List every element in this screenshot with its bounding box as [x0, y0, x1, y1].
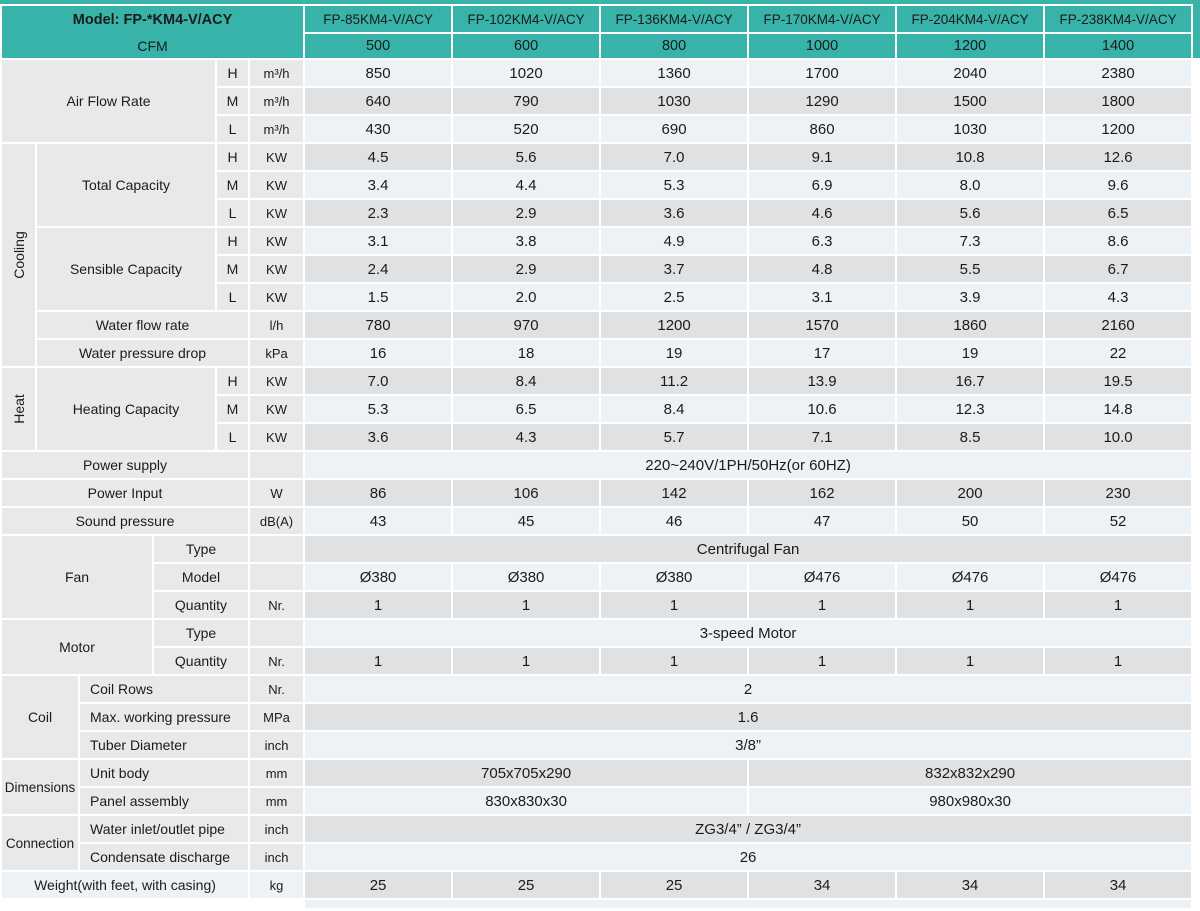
value-cell: 1	[453, 592, 599, 618]
value-cell: 25	[601, 872, 747, 898]
value-cell: 520	[453, 116, 599, 142]
tuber-diameter-value: 3/8”	[305, 732, 1191, 758]
value-cell: Ø476	[897, 564, 1043, 590]
value-cell: Ø476	[749, 564, 895, 590]
value-cell: 34	[897, 872, 1043, 898]
unit-cell: MPa	[250, 704, 303, 730]
motor-type-value: 3-speed Motor	[305, 620, 1191, 646]
row-air-flow-h	[2, 60, 1191, 86]
cfm-value: 1000	[749, 34, 895, 58]
max-working-pressure-value: 1.6	[305, 704, 1191, 730]
unit-cell-empty	[250, 536, 303, 562]
value-cell: 5.3	[305, 396, 451, 422]
value-cell: 17	[749, 340, 895, 366]
value-cell: 8.4	[453, 368, 599, 394]
row-water-flow-rate	[2, 312, 1191, 338]
unit-cell: kPa	[250, 340, 303, 366]
value-cell: 1	[305, 592, 451, 618]
label-heating-capacity: Heating Capacity	[37, 368, 215, 450]
value-cell: 34	[1045, 872, 1191, 898]
label-water-flow-rate: Water flow rate	[37, 312, 248, 338]
value-cell: 1	[601, 592, 747, 618]
column-header-model: FP-136KM4-V/ACY	[601, 6, 747, 32]
label-power-supply: Power supply	[2, 452, 248, 478]
value-cell: 16.7	[897, 368, 1043, 394]
value-cell: 2.4	[305, 256, 451, 282]
value-cell: 690	[601, 116, 747, 142]
unit-cell: inch	[250, 732, 303, 758]
value-cell: 5.5	[897, 256, 1043, 282]
unit-cell: KW	[250, 228, 303, 254]
value-cell: 2.9	[453, 256, 599, 282]
row-fan-quantity	[2, 592, 1191, 618]
value-cell: 2160	[1045, 312, 1191, 338]
value-cell: 3.6	[601, 200, 747, 226]
value-cell: 8.5	[897, 424, 1043, 450]
value-cell: 1360	[601, 60, 747, 86]
cfm-value: 1200	[897, 34, 1043, 58]
row-water-pressure-drop	[2, 340, 1191, 366]
value-cell: 2.9	[453, 200, 599, 226]
speed-label: M	[217, 396, 248, 422]
unit-cell: l/h	[250, 312, 303, 338]
value-cell: 1020	[453, 60, 599, 86]
label-air-flow-rate: Air Flow Rate	[2, 60, 215, 142]
row-max-working-pressure	[2, 704, 1191, 730]
value-cell: 1290	[749, 88, 895, 114]
unit-cell: m³/h	[250, 88, 303, 114]
label-motor-type: Type	[154, 620, 248, 646]
group-coil: Coil	[2, 676, 78, 758]
value-cell: 2380	[1045, 60, 1191, 86]
label-water-inlet-outlet-pipe: Water inlet/outlet pipe	[80, 816, 248, 842]
label-sound-pressure: Sound pressure	[2, 508, 248, 534]
label-tuber-diameter: Tuber Diameter	[80, 732, 248, 758]
panel-assembly-value-large: 980x980x30	[749, 788, 1191, 814]
speed-label: M	[217, 256, 248, 282]
speed-label: M	[217, 88, 248, 114]
value-cell: Ø380	[601, 564, 747, 590]
row-fan-type	[2, 536, 1191, 562]
value-cell: 7.0	[305, 368, 451, 394]
value-cell: 1	[749, 648, 895, 674]
unit-cell: inch	[250, 844, 303, 870]
value-cell: 1	[305, 648, 451, 674]
row-heating-capacity-h	[2, 368, 1191, 394]
fan-type-value: Centrifugal Fan	[305, 536, 1191, 562]
value-cell: 4.9	[601, 228, 747, 254]
value-cell: 970	[453, 312, 599, 338]
label-condensate-discharge: Condensate discharge	[80, 844, 248, 870]
label-coil-rows: Coil Rows	[80, 676, 248, 702]
value-cell: 16	[305, 340, 451, 366]
value-cell: 1030	[897, 116, 1043, 142]
value-cell: 6.7	[1045, 256, 1191, 282]
value-cell: 7.3	[897, 228, 1043, 254]
row-coil-rows	[2, 676, 1191, 702]
row-panel-assembly	[2, 788, 1191, 814]
value-cell: 6.5	[1045, 200, 1191, 226]
speed-label: H	[217, 368, 248, 394]
speed-label: L	[217, 424, 248, 450]
value-cell: 6.5	[453, 396, 599, 422]
value-cell: 5.6	[453, 144, 599, 170]
value-cell: 8.0	[897, 172, 1043, 198]
value-cell: 1	[1045, 648, 1191, 674]
unit-cell: KW	[250, 172, 303, 198]
row-power-input	[2, 480, 1191, 506]
unit-cell: Nr.	[250, 676, 303, 702]
row-water-pipe	[2, 816, 1191, 842]
water-pipe-value: ZG3/4” / ZG3/4”	[305, 816, 1191, 842]
unit-cell-empty	[250, 452, 303, 478]
value-cell: 34	[749, 872, 895, 898]
value-cell: 1.5	[305, 284, 451, 310]
label-fan-type: Type	[154, 536, 248, 562]
speed-label: H	[217, 228, 248, 254]
value-cell: 2.0	[453, 284, 599, 310]
value-cell: 43	[305, 508, 451, 534]
value-cell: 3.8	[453, 228, 599, 254]
power-supply-value: 220~240V/1PH/50Hz(or 60HZ)	[305, 452, 1191, 478]
value-cell: 4.8	[749, 256, 895, 282]
value-cell: 1	[749, 592, 895, 618]
value-cell: 1	[453, 648, 599, 674]
label-panel-assembly: Panel assembly	[80, 788, 248, 814]
value-cell: 12.6	[1045, 144, 1191, 170]
value-cell: 1500	[897, 88, 1043, 114]
unit-cell: KW	[250, 200, 303, 226]
value-cell: 8.4	[601, 396, 747, 422]
value-cell: 1200	[601, 312, 747, 338]
value-cell: 3.1	[305, 228, 451, 254]
unit-cell: mm	[250, 788, 303, 814]
value-cell: 47	[749, 508, 895, 534]
row-tuber-diameter	[2, 732, 1191, 758]
value-cell: 7.0	[601, 144, 747, 170]
value-cell: 230	[1045, 480, 1191, 506]
value-cell: 850	[305, 60, 451, 86]
row-motor-type	[2, 620, 1191, 646]
unit-body-value-large: 832x832x290	[749, 760, 1191, 786]
value-cell: 1030	[601, 88, 747, 114]
row-weight	[2, 872, 1191, 898]
value-cell: 1	[897, 648, 1043, 674]
column-header-model: FP-102KM4-V/ACY	[453, 6, 599, 32]
unit-cell-empty	[250, 620, 303, 646]
column-header-model: FP-170KM4-V/ACY	[749, 6, 895, 32]
unit-cell: m³/h	[250, 116, 303, 142]
row-motor-quantity	[2, 648, 1191, 674]
value-cell: 4.3	[1045, 284, 1191, 310]
unit-cell: W	[250, 480, 303, 506]
unit-cell: KW	[250, 144, 303, 170]
value-cell: 3.6	[305, 424, 451, 450]
cooling-vertical-label: Cooling	[10, 231, 27, 279]
column-header-model: FP-238KM4-V/ACY	[1045, 6, 1191, 32]
value-cell: 3.1	[749, 284, 895, 310]
value-cell: 10.8	[897, 144, 1043, 170]
unit-cell: KW	[250, 368, 303, 394]
spec-table	[0, 4, 1193, 910]
speed-label: H	[217, 60, 248, 86]
heat-vertical-label: Heat	[10, 394, 27, 424]
value-cell: 9.6	[1045, 172, 1191, 198]
group-connection: Connection	[2, 816, 78, 870]
value-cell: 1	[1045, 592, 1191, 618]
row-total-capacity-h	[2, 144, 1191, 170]
speed-label: L	[217, 284, 248, 310]
label-total-capacity: Total Capacity	[37, 144, 215, 226]
value-cell: 2.5	[601, 284, 747, 310]
value-cell: 4.3	[453, 424, 599, 450]
value-cell: 640	[305, 88, 451, 114]
header-row-models	[2, 6, 1191, 32]
column-header-model: FP-204KM4-V/ACY	[897, 6, 1043, 32]
value-cell: 19	[897, 340, 1043, 366]
value-cell: 6.9	[749, 172, 895, 198]
model-series-label: Model: FP-*KM4-V/ACY	[72, 11, 233, 28]
value-cell: 9.1	[749, 144, 895, 170]
value-cell: 4.6	[749, 200, 895, 226]
unit-cell: kg	[250, 872, 303, 898]
unit-cell: inch	[250, 816, 303, 842]
cfm-label: CFM	[137, 37, 168, 54]
value-cell: 18	[453, 340, 599, 366]
value-cell: 860	[749, 116, 895, 142]
speed-label: L	[217, 116, 248, 142]
value-cell: 7.1	[749, 424, 895, 450]
value-cell: 142	[601, 480, 747, 506]
unit-cell-empty	[250, 564, 303, 590]
value-cell: 200	[897, 480, 1043, 506]
value-cell: 1	[601, 648, 747, 674]
group-heat	[2, 368, 35, 450]
row-bottom-sliver	[2, 900, 1191, 908]
value-cell: 106	[453, 480, 599, 506]
value-cell: 5.6	[897, 200, 1043, 226]
value-cell: 162	[749, 480, 895, 506]
label-weight: Weight(with feet, with casing)	[2, 872, 248, 898]
unit-cell: mm	[250, 760, 303, 786]
cfm-value: 500	[305, 34, 451, 58]
speed-label: M	[217, 172, 248, 198]
coil-rows-value: 2	[305, 676, 1191, 702]
value-cell: 11.2	[601, 368, 747, 394]
group-cooling	[2, 144, 35, 366]
value-cell: 1570	[749, 312, 895, 338]
group-dimensions: Dimensions	[2, 760, 78, 814]
unit-cell: KW	[250, 256, 303, 282]
speed-label: L	[217, 200, 248, 226]
value-cell: 5.7	[601, 424, 747, 450]
value-cell: 4.5	[305, 144, 451, 170]
value-cell: 25	[453, 872, 599, 898]
value-cell: Ø380	[305, 564, 451, 590]
value-cell: 2040	[897, 60, 1043, 86]
value-cell: 3.7	[601, 256, 747, 282]
value-cell: 790	[453, 88, 599, 114]
value-cell: 45	[453, 508, 599, 534]
group-motor: Motor	[2, 620, 152, 674]
cfm-value: 1400	[1045, 34, 1191, 58]
value-cell: 10.0	[1045, 424, 1191, 450]
condensate-discharge-value: 26	[305, 844, 1191, 870]
value-cell: 52	[1045, 508, 1191, 534]
model-header-block	[2, 6, 303, 58]
value-cell: 19	[601, 340, 747, 366]
value-cell: Ø476	[1045, 564, 1191, 590]
value-cell: 46	[601, 508, 747, 534]
label-max-working-pressure: Max. working pressure	[80, 704, 248, 730]
label-motor-quantity: Quantity	[154, 648, 248, 674]
value-cell: 8.6	[1045, 228, 1191, 254]
value-cell: 1860	[897, 312, 1043, 338]
bottom-sliver-blank	[2, 900, 303, 908]
unit-cell: KW	[250, 284, 303, 310]
unit-cell: KW	[250, 424, 303, 450]
panel-assembly-value-small: 830x830x30	[305, 788, 747, 814]
label-sensible-capacity: Sensible Capacity	[37, 228, 215, 310]
unit-cell: m³/h	[250, 60, 303, 86]
value-cell: 50	[897, 508, 1043, 534]
unit-cell: Nr.	[250, 592, 303, 618]
cfm-value: 600	[453, 34, 599, 58]
value-cell: 6.3	[749, 228, 895, 254]
row-power-supply	[2, 452, 1191, 478]
row-sound-pressure	[2, 508, 1191, 534]
unit-cell: Nr.	[250, 648, 303, 674]
value-cell: 14.8	[1045, 396, 1191, 422]
value-cell: 1700	[749, 60, 895, 86]
value-cell: 25	[305, 872, 451, 898]
value-cell: 430	[305, 116, 451, 142]
value-cell: 10.6	[749, 396, 895, 422]
value-cell: 86	[305, 480, 451, 506]
label-fan-quantity: Quantity	[154, 592, 248, 618]
value-cell: 4.4	[453, 172, 599, 198]
value-cell: 22	[1045, 340, 1191, 366]
label-water-pressure-drop: Water pressure drop	[37, 340, 248, 366]
label-fan-model: Model	[154, 564, 248, 590]
row-fan-model	[2, 564, 1191, 590]
value-cell: 3.9	[897, 284, 1043, 310]
value-cell: 5.3	[601, 172, 747, 198]
value-cell: 19.5	[1045, 368, 1191, 394]
value-cell: 1	[897, 592, 1043, 618]
row-unit-body	[2, 760, 1191, 786]
row-sensible-capacity-h	[2, 228, 1191, 254]
unit-body-value-small: 705x705x290	[305, 760, 747, 786]
bottom-sliver-strip	[305, 900, 1191, 908]
label-unit-body: Unit body	[80, 760, 248, 786]
unit-cell: KW	[250, 396, 303, 422]
value-cell: Ø380	[453, 564, 599, 590]
value-cell: 780	[305, 312, 451, 338]
unit-cell: dB(A)	[250, 508, 303, 534]
cfm-value: 800	[601, 34, 747, 58]
header-right-accent-bar	[1193, 0, 1200, 58]
value-cell: 1200	[1045, 116, 1191, 142]
column-header-model: FP-85KM4-V/ACY	[305, 6, 451, 32]
row-condensate-discharge	[2, 844, 1191, 870]
value-cell: 1800	[1045, 88, 1191, 114]
value-cell: 13.9	[749, 368, 895, 394]
value-cell: 12.3	[897, 396, 1043, 422]
speed-label: H	[217, 144, 248, 170]
value-cell: 3.4	[305, 172, 451, 198]
value-cell: 2.3	[305, 200, 451, 226]
label-power-input: Power Input	[2, 480, 248, 506]
group-fan: Fan	[2, 536, 152, 618]
